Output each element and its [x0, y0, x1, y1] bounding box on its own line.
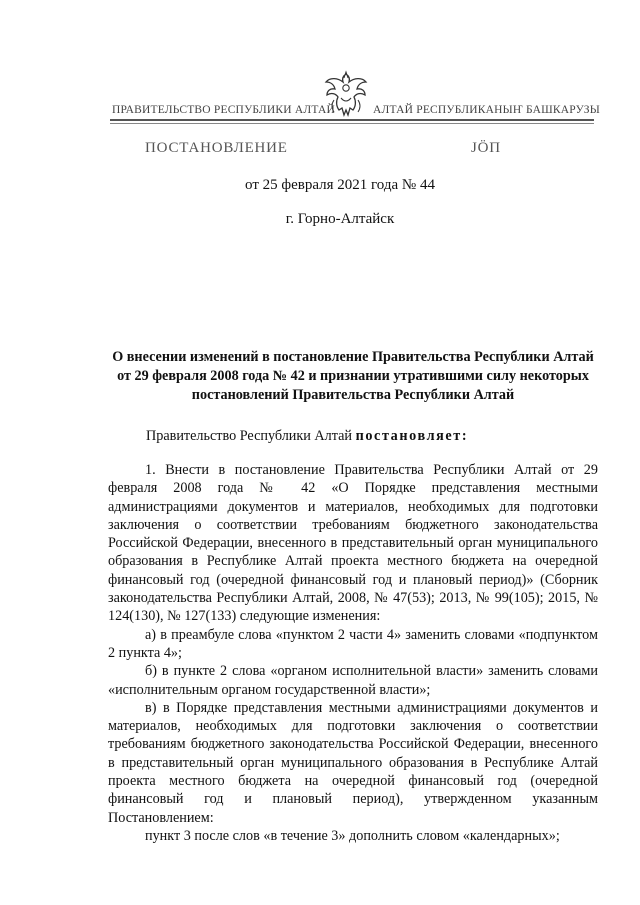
- document-body: [108, 461, 598, 845]
- decree-intro: [146, 428, 468, 445]
- government-name-russian: ПРАВИТЕЛЬСТВО РЕСПУБЛИКИ АЛТАЙ: [112, 104, 336, 116]
- body-paragraph: пункт 3 после слов «в течение 3» дополнить словом «календарных»;: [145, 827, 560, 844]
- document-date-number: от 25 февраля 2021 года № 44: [245, 177, 435, 193]
- header-rule: [110, 119, 594, 121]
- body-paragraph: а) в преамбуле слова «пунктом 2 части 4» заменить словами «подпунктом 2 пункта 4»;: [108, 626, 598, 661]
- document-type-altai: ЈӦП: [471, 140, 501, 156]
- document-city: г. Горно-Алтайск: [285, 211, 395, 227]
- body-paragraph: 1. Внести в постановление Правительства Республики Алтай от 29 февраля 2008 года № 42 «О Порядке представления местными администрациями документов и материалов, необходимых для подготовки заключения о соответствии требованиям бюджетного законодательства Российской Федерации, внесенного в представительный орган муниципального образования в Республике Алтай проекта местного бюджета на очередной финансовый год (очередной финансовый год и плановый период)» (Сборник законодательства Республики Алтай, 2008, № 47(53); 2013, № 99(105); 2015, № 124(130), № 127(133) следующие изменения:: [108, 462, 598, 625]
- government-name-altai: АЛТАЙ РЕСПУБЛИКАНЫҤ БАШКАРУЗЫ: [373, 104, 600, 116]
- decree-intro-action: постановляет:: [355, 428, 469, 444]
- document-type-russian: ПОСТАНОВЛЕНИЕ: [145, 140, 288, 156]
- document-title: О внесении изменений в постановление Правительства Республики Алтай от 29 февраля 2008 года № 42 и признании утратившими силу некоторых постановлений Правительства Республики Алтай: [112, 349, 594, 403]
- decree-intro-prefix: Правительство Республики Алтай: [146, 428, 353, 444]
- body-paragraph: в) в Порядке представления местными администрациями документов и материалов, необходимых для подготовки заключения о соответствии требованиям бюджетного законодательства Российской Федерации, внесенного в представительный орган муниципального образования в Республике Алтай проекта местного бюджета на очередной финансовый год (очередной финансовый год и плановый период), утвержденном указанным Постановлением:: [108, 699, 598, 826]
- body-paragraph: б) в пункте 2 слова «органом исполнительной власти» заменить словами «исполнительным органом государственной власти»;: [108, 663, 598, 698]
- header-rule-thin: [110, 123, 594, 124]
